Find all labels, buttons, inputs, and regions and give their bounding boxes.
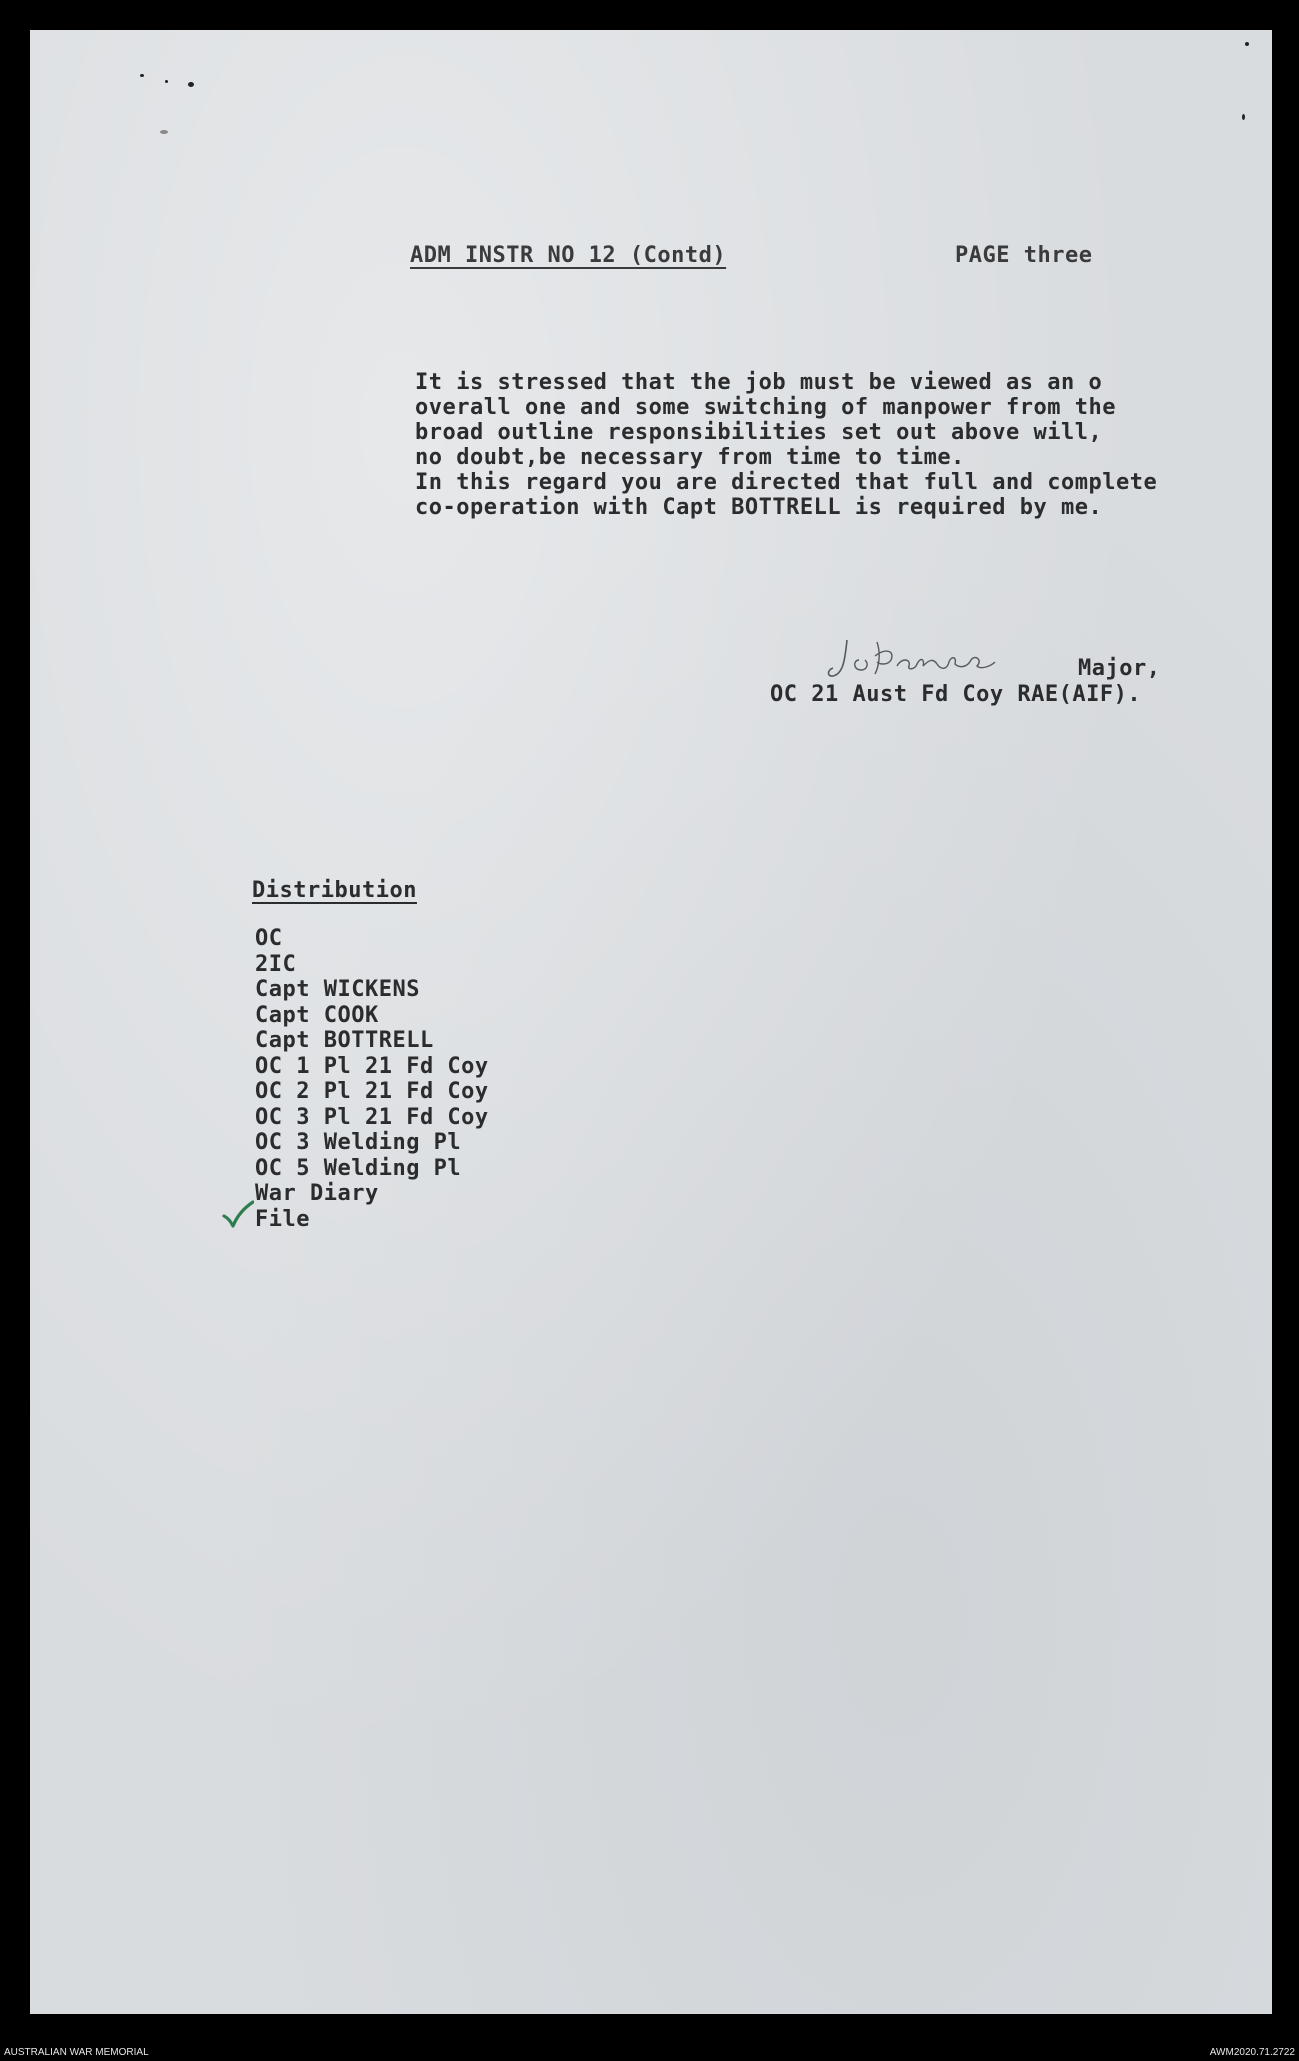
ink-speck [1242, 114, 1245, 120]
list-item: Capt WICKENS [255, 977, 420, 1002]
body-line: In this regard you are directed that full and complete [415, 470, 1158, 495]
list-item: War Diary [255, 1181, 379, 1206]
list-item: OC 1 Pl 21 Fd Coy [255, 1053, 489, 1079]
list-item: File [255, 1206, 310, 1232]
ink-speck [140, 74, 144, 77]
document-page [30, 30, 1272, 2014]
list-item: Capt BOTTRELL [255, 1028, 434, 1053]
body-line: no doubt,be necessary from time to time. [415, 445, 965, 470]
footer-source: AUSTRALIAN WAR MEMORIAL [4, 2047, 149, 2058]
ink-speck [1245, 42, 1249, 46]
body-line: broad outline responsibilities set out above will, [415, 420, 1103, 445]
body-line: overall one and some switching of manpower from the [415, 395, 1117, 420]
body-paragraph [415, 370, 1265, 520]
ink-speck [188, 82, 194, 87]
check-mark-icon [222, 1200, 254, 1228]
signatory-rank: Major, [1078, 656, 1161, 681]
signatory-unit: OC 21 Aust Fd Coy RAE(AIF). [770, 682, 1142, 707]
list-item: OC [255, 926, 283, 951]
list-item: OC 5 Welding Pl [255, 1155, 462, 1181]
handwritten-signature [825, 630, 1055, 690]
list-item: OC 3 Welding Pl [255, 1130, 462, 1155]
distribution-title: Distribution [252, 878, 417, 903]
list-item: Capt COOK [255, 1002, 379, 1028]
ink-speck [165, 80, 168, 83]
list-item: OC 3 Pl 21 Fd Coy [255, 1104, 489, 1130]
ink-speck [160, 130, 168, 134]
body-line: co-operation with Capt BOTTRELL is required by me. [415, 495, 1103, 520]
distribution-list [255, 926, 489, 1232]
list-item: 2IC [255, 951, 297, 977]
list-item: OC 2 Pl 21 Fd Coy [255, 1079, 489, 1104]
body-line: It is stressed that the job must be viewed as an o [415, 370, 1103, 395]
page-label: PAGE three [955, 243, 1093, 268]
document-reference: ADM INSTR NO 12 (Contd) [410, 243, 727, 268]
footer-catalogue-id: AWM2020.71.2722 [1209, 2047, 1295, 2058]
